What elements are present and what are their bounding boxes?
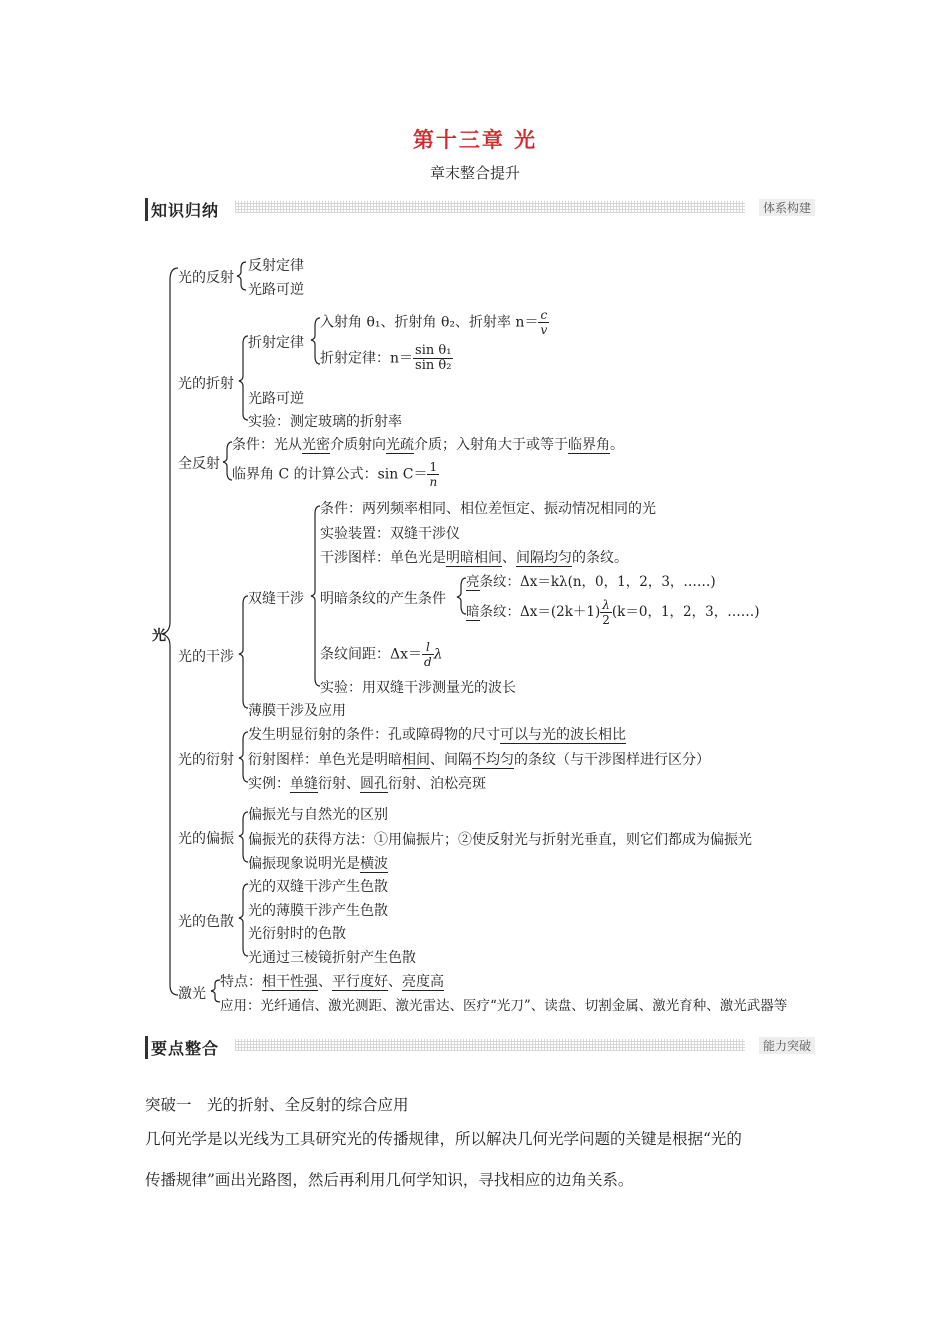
section-label: 要点整合 xyxy=(145,1036,222,1059)
laser-features: 特点：相干性强、平行度好、亮度高 xyxy=(220,974,444,990)
diffraction-item: 发生明显衍射的条件：孔或障碍物的尺寸可以与光的波长相比 xyxy=(248,727,626,743)
dispersion-item: 光的双缝干涉产生色散 xyxy=(248,879,388,895)
root-node: 光 xyxy=(152,628,166,644)
node-laser: 激光 xyxy=(178,986,206,1002)
dotted-rule xyxy=(235,1039,745,1051)
diffraction-item: 实例：单缝衍射、圆孔衍射、泊松亮斑 xyxy=(248,776,486,792)
fraction: $\frac{1}{n}$ xyxy=(429,460,438,489)
refraction-law-item: 入射角 θ₁、折射角 θ₂、折射率 n＝ $\frac{c}{v}$ xyxy=(320,308,548,337)
fraction: $\frac{\lambda}{2}$ xyxy=(602,598,610,627)
dispersion-item: 光的薄膜干涉产生色散 xyxy=(248,903,388,919)
double-slit-item: 实验：用双缝干涉测量光的波长 xyxy=(320,680,516,696)
thin-film-item: 薄膜干涉及应用 xyxy=(248,703,346,719)
section-label: 知识归纳 xyxy=(145,198,222,221)
node-double-slit: 双缝干涉 xyxy=(248,591,304,607)
node-reflection: 光的反射 xyxy=(178,270,234,286)
polarization-item: 偏振光的获得方法：①用偏振片；②使反射光与折射光垂直，则它们都成为偏振光 xyxy=(248,832,752,848)
reflection-item: 光路可逆 xyxy=(248,282,304,298)
node-interference: 光的干涉 xyxy=(178,649,234,665)
chapter-subtitle: 章末整合提升 xyxy=(429,164,520,182)
polarization-item: 偏振现象说明光是横波 xyxy=(248,856,388,872)
total-reflection-condition: 条件：光从光密介质射向光疏介质；入射角大于或等于临界角。 xyxy=(232,437,624,453)
double-slit-item: 干涉图样：单色光是明暗相间、间隔均匀的条纹。 xyxy=(320,550,628,566)
double-slit-item: 条件：两列频率相同、相位差恒定、振动情况相同的光 xyxy=(320,501,656,517)
refraction-law: 折射定律 xyxy=(248,335,304,351)
dispersion-item: 光衍射时的色散 xyxy=(248,926,346,942)
node-dispersion: 光的色散 xyxy=(178,914,234,930)
refraction-item: 光路可逆 xyxy=(248,391,304,407)
node-refraction: 光的折射 xyxy=(178,376,234,392)
chapter-title: 第十三章 光 xyxy=(412,128,538,152)
breakthrough-heading: 突破一 光的折射、全反射的综合应用 xyxy=(145,1096,409,1114)
laser-applications: 应用：光纤通信、激光测距、激光雷达、医疗“光刀”、读盘、切割金属、激光育种、激光武器等 xyxy=(220,998,788,1014)
bright-fringe: 亮条纹：Δx＝kλ(n，0，1，2，3，……) xyxy=(466,574,716,590)
fringe-spacing: 条纹间距：Δx＝ $\frac{l}{d}$ λ xyxy=(320,640,443,669)
diffraction-item: 衍射图样：单色光是明暗相间、间隔不均匀的条纹（与干涉图样进行区分） xyxy=(248,752,710,768)
dispersion-item: 光通过三棱镜折射产生色散 xyxy=(248,950,416,966)
refraction-law-item: 折射定律：n＝ $\frac{\text{sin θ₁}}{\text{sin θ₂}}$ xyxy=(320,343,452,373)
paragraph-line: 传播规律”画出光路图，然后再利用几何学知识，寻找相应的边角关系。 xyxy=(145,1171,634,1189)
section-tag: 体系构建 xyxy=(759,199,815,216)
double-slit-item: 实验装置：双缝干涉仪 xyxy=(320,526,460,542)
paragraph-line: 几何光学是以光线为工具研究光的传播规律，所以解决几何光学问题的关键是根据“光的 xyxy=(145,1130,742,1148)
fraction: $\frac{\text{sin θ₁}}{\text{sin θ₂}}$ xyxy=(415,343,452,373)
section-tag: 能力突破 xyxy=(759,1037,815,1054)
critical-angle-formula: 临界角 C 的计算公式：sin C＝ $\frac{1}{n}$ xyxy=(232,460,438,489)
reflection-item: 反射定律 xyxy=(248,258,304,274)
refraction-item: 实验：测定玻璃的折射率 xyxy=(248,414,402,430)
node-diffraction: 光的衍射 xyxy=(178,752,234,768)
fraction: $\frac{l}{d}$ xyxy=(424,640,432,669)
polarization-item: 偏振光与自然光的区别 xyxy=(248,807,388,823)
node-polarization: 光的偏振 xyxy=(178,831,234,847)
fraction: $\frac{c}{v}$ xyxy=(540,308,548,337)
dark-fringe: 暗条纹：Δx＝(2k＋1) $\frac{\lambda}{2}$ (k＝0，1，2，3，……) xyxy=(466,598,760,627)
fringe-condition: 明暗条纹的产生条件 xyxy=(320,591,446,607)
section-header-points xyxy=(145,1036,815,1056)
node-total-reflection: 全反射 xyxy=(178,456,220,472)
